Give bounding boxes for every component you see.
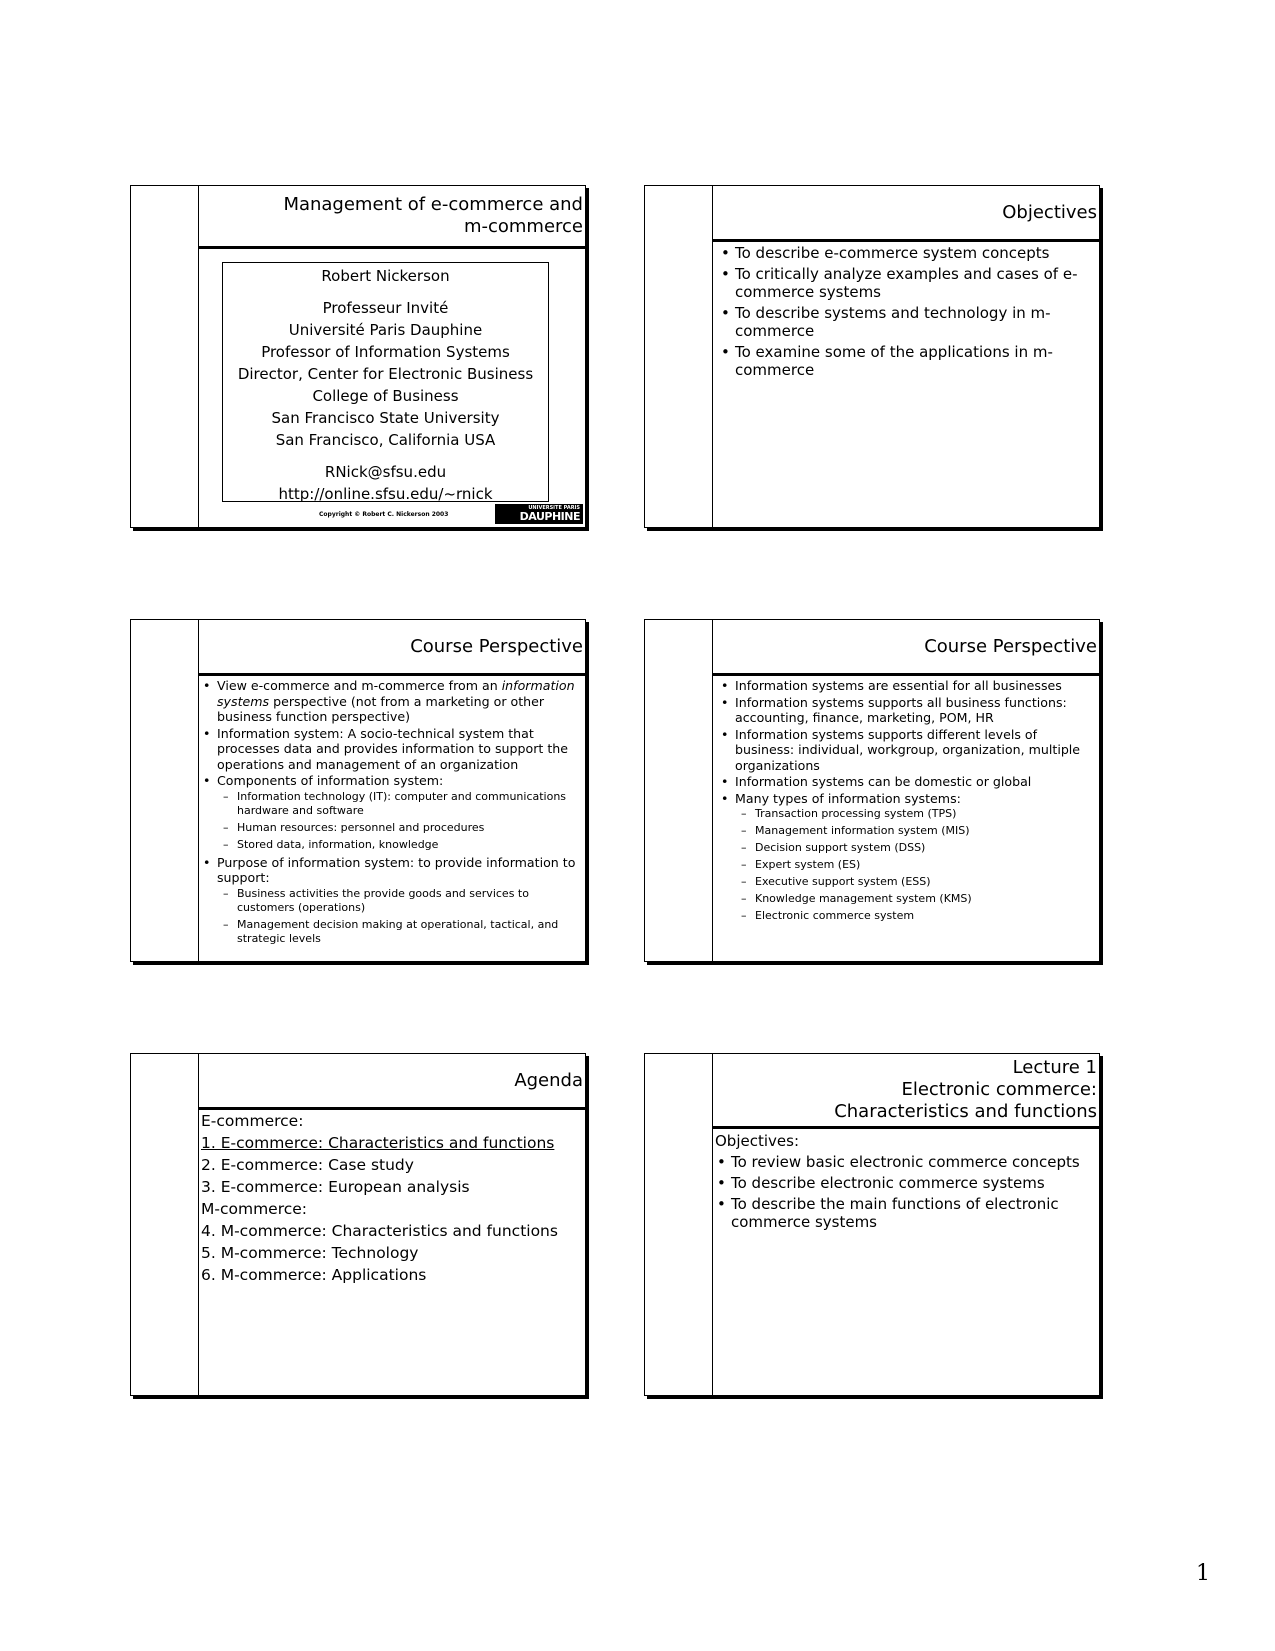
author-url: http://online.sfsu.edu/~rnick: [278, 485, 493, 503]
agenda-item: 2. E-commerce: Case study: [201, 1156, 414, 1174]
slide-title: Course Perspective: [924, 635, 1097, 657]
sub-bullet-item: – Business activities the provide goods and services to customers (operations): [201, 887, 579, 915]
agenda-heading-ecommerce: E-commerce:: [201, 1112, 304, 1130]
bullet-item: • To describe the main functions of electronic commerce systems: [715, 1195, 1093, 1231]
bullet-item: • To describe e-commerce system concepts: [719, 244, 1093, 262]
slide-title-box: [712, 620, 1099, 674]
author-title-7: San Francisco, California USA: [275, 431, 496, 449]
bullet-item: • Information systems are essential for all businesses: [719, 678, 1093, 694]
author-name: Robert Nickerson: [321, 267, 450, 285]
slide-course-perspective-1: [130, 619, 586, 962]
author-title-4: Director, Center for Electronic Business: [237, 365, 534, 383]
sub-bullet-item: – Expert system (ES): [719, 858, 1093, 872]
bullet-item: • To review basic electronic commerce concepts: [715, 1153, 1093, 1171]
sub-bullet-item: – Executive support system (ESS): [719, 875, 1093, 889]
author-title-6: San Francisco State University: [271, 409, 500, 427]
slide-body: [715, 1132, 1093, 1234]
copyright-text: Copyright © Robert C. Nickerson 2003: [319, 511, 449, 518]
bullet-item: • Information systems supports all business functions: accounting, finance, marketing, POM, HR: [719, 695, 1093, 726]
slide-title: Course Perspective: [410, 635, 583, 657]
agenda-item: 1. E-commerce: Characteristics and functions: [201, 1134, 555, 1152]
agenda-heading-mcommerce: M-commerce:: [201, 1200, 308, 1218]
sub-bullet-item: – Management decision making at operational, tactical, and strategic levels: [201, 918, 579, 946]
slide-title: Objectives: [1002, 201, 1097, 223]
bullet-item: • Information systems can be domestic or global: [719, 774, 1093, 790]
agenda-item: 4. M-commerce: Characteristics and functions: [201, 1222, 558, 1240]
agenda-item: 3. E-commerce: European analysis: [201, 1178, 470, 1196]
sub-bullet-item: – Human resources: personnel and procedures: [201, 821, 579, 835]
bullet-item: • Purpose of information system: to provide information to support:: [201, 855, 579, 886]
slide-title-box: [198, 1054, 585, 1108]
bullet-item: • Components of information system:: [201, 773, 579, 789]
sub-bullet-item: – Stored data, information, knowledge: [201, 838, 579, 852]
slide-title: Agenda: [514, 1069, 583, 1091]
slide-lecture-1: [644, 1053, 1100, 1396]
slide-body: [201, 1110, 579, 1286]
slide-body: [201, 678, 579, 949]
slide-title-box: [198, 620, 585, 674]
sub-bullet-item: – Knowledge management system (KMS): [719, 892, 1093, 906]
page-number: 1: [1196, 1561, 1210, 1586]
sub-bullet-item: – Management information system (MIS): [719, 824, 1093, 838]
bullet-item: • View e-commerce and m-commerce from an information systems perspective (not from a marketing or other business function perspective): [201, 678, 579, 725]
author-title-1: Professeur Invité: [322, 299, 449, 317]
agenda-item: 5. M-commerce: Technology: [201, 1244, 419, 1262]
slide-objectives: [644, 185, 1100, 528]
bullet-item: • To describe electronic commerce systems: [715, 1174, 1093, 1192]
sub-bullet-item: – Electronic commerce system: [719, 909, 1093, 923]
slide-agenda: [130, 1053, 586, 1396]
slide-title-page: [130, 185, 586, 528]
slide-title: Management of e-commerce and m-commerce: [283, 194, 583, 237]
slide-title-box: [198, 186, 585, 247]
sub-bullet-item: – Transaction processing system (TPS): [719, 807, 1093, 821]
sub-bullet-item: – Decision support system (DSS): [719, 841, 1093, 855]
sub-bullet-item: – Information technology (IT): computer and communications hardware and software: [201, 790, 579, 818]
author-email: RNick@sfsu.edu: [324, 463, 447, 481]
author-title-5: College of Business: [312, 387, 459, 405]
bullet-item: • To examine some of the applications in m-commerce: [719, 343, 1093, 379]
bullet-item: • To describe systems and technology in m-commerce: [719, 304, 1093, 340]
author-title-3: Professor of Information Systems: [261, 343, 510, 361]
agenda-item: 6. M-commerce: Applications: [201, 1266, 427, 1284]
slide-title: Lecture 1 Electronic commerce: Characteristics and functions: [834, 1057, 1097, 1122]
bullet-item: • Many types of information systems:: [719, 791, 1093, 807]
objectives-label: Objectives:: [715, 1132, 799, 1150]
dauphine-logo: UNIVERSITE PARIS DAUPHINE: [495, 504, 583, 524]
slide-title-box: [712, 1054, 1099, 1127]
slide-course-perspective-2: [644, 619, 1100, 962]
bullet-item: • To critically analyze examples and cases of e-commerce systems: [719, 265, 1093, 301]
bullet-item: • Information system: A socio-technical system that processes data and provides information to support the operations and management of an organization: [201, 726, 579, 773]
slide-body: [719, 678, 1093, 926]
bullet-item: • Information systems supports different levels of business: individual, workgroup, organization, multiple organizations: [719, 727, 1093, 774]
slide-body: [719, 244, 1093, 382]
author-box: [222, 262, 549, 502]
slide-title-box: [712, 186, 1099, 240]
author-title-2: Université Paris Dauphine: [288, 321, 483, 339]
